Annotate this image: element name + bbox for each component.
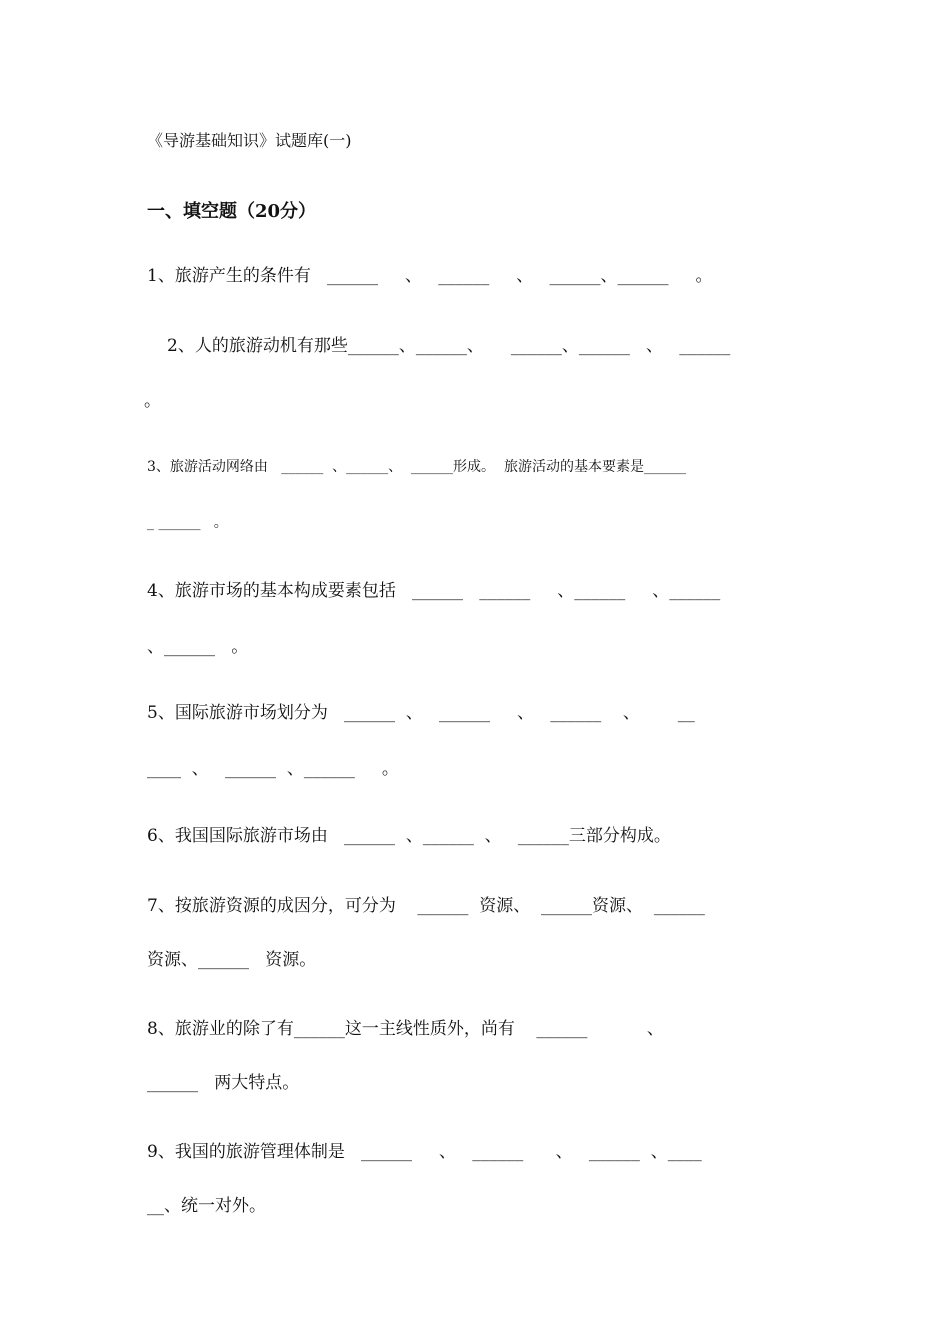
section-heading: 一、填空题（20分） <box>147 201 317 222</box>
question-5-continued: ____ 、 ______ 、______ 。 <box>147 759 399 779</box>
question-9-continued: __、统一对外。 <box>147 1196 266 1216</box>
question-8: 8、旅游业的除了有______这一主线性质外，尚有 ______ 、 <box>147 1019 664 1039</box>
question-6: 6、我国国际旅游市场由 ______ 、______ 、 ______三部分构成。 <box>147 826 671 846</box>
question-4-continued: 、______ 。 <box>147 637 249 657</box>
question-8-continued: ______ 两大特点。 <box>147 1073 300 1093</box>
question-3: 3、旅游活动网络由 ______ 、______、 ______形成。 旅游活动的基本要素是______ <box>147 459 686 475</box>
question-7-continued: 资源、______ 资源。 <box>147 950 317 970</box>
question-7: 7、按旅游资源的成因分，可分为 ______ 资源、 ______资源、 ______ <box>147 896 705 916</box>
question-9: 9、我国的旅游管理体制是 ______ 、 ______ 、 ______ 、____ <box>147 1142 702 1162</box>
document-title: 《导游基础知识》试题库(一) <box>147 131 352 150</box>
question-5: 5、国际旅游市场划分为 ______ 、 ______ 、 ______ 、 __ <box>147 703 695 723</box>
question-2-continued: 。 <box>144 391 161 411</box>
question-3-continued: _ ______ 。 <box>147 515 228 531</box>
question-1: 1、旅游产生的条件有 ______ 、 ______ 、 ______、______ 。 <box>147 266 713 286</box>
question-2: 2、人的旅游动机有那些______、______、 ______、______ 、 ______ <box>167 336 731 356</box>
question-4: 4、旅游市场的基本构成要素包括 ______ ______ 、______ 、______ <box>147 581 721 601</box>
